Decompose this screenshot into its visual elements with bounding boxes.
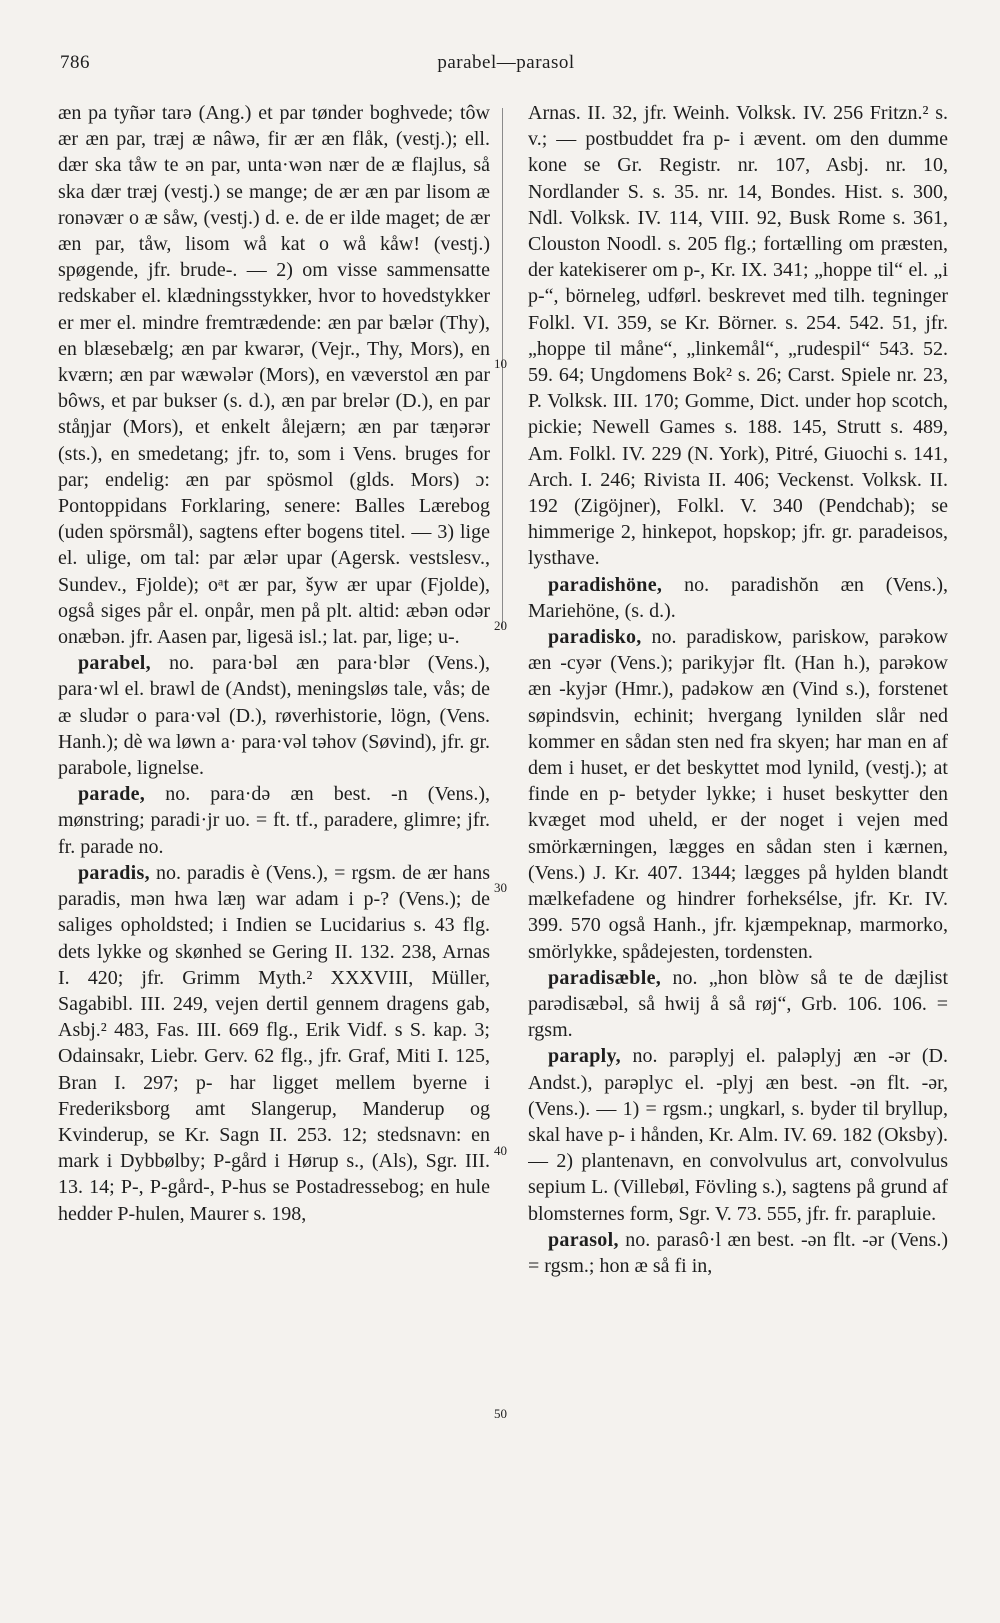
line-marker-30: 30	[494, 880, 507, 895]
entry-paradishone-body: no. paradishŏn æn (Vens.), Mariehöne, (s. d.).	[528, 573, 948, 622]
headword-parasol: parasol,	[548, 1228, 619, 1251]
entry-parabel-body: no. para·bəl æn para·blər (Vens.), para·wl el. brawl de (Andst), meningsløs tale, vås; de æ sludər o para·vəl (D.), røverhistorie, lögn, (Vens. Hanh.); dè wa løwn a· para·vəl təhov (Søvind), jfr. gr. parabole, lignelse.	[58, 652, 490, 780]
headword-paraply: paraply,	[548, 1045, 621, 1068]
entry-paradisaeble-body: no. „hon blòw så te de dæjlist parədisæbəl, så hwij å så røj“, Grb. 106. 106. = rgsm.	[528, 966, 948, 1042]
left-column	[58, 100, 490, 1580]
entry-parabel	[58, 650, 490, 781]
headword-paradis: paradis,	[78, 861, 150, 884]
right-column	[528, 100, 948, 1580]
headword-parabel: parabel,	[78, 652, 151, 675]
entry-parasol-body: no. parasô·l æn best. -ən flt. -ər (Vens.) = rgsm.; hon æ så fi in,	[528, 1228, 948, 1277]
entry-paradisaeble	[528, 965, 948, 1044]
entry-parade	[58, 781, 490, 860]
page-header	[56, 46, 956, 80]
entry-paradis-continuation: Arnas. II. 32, jfr. Weinh. Volksk. IV. 256 Fritzn.² s. v.; — postbuddet fra p- i ævent. om den dumme kone se Gr. Registr. nr. 107, Asbj. nr. 10, Nordlander S. s. 35. nr. 14, Bondes. Hist. s. 300, Ndl. Volksk. IV. 114, VIII. 92, Busk Rome s. 361, Clouston Noodl. s. 205 flg.; fortælling om præsten, der katekiserer om p-, Kr. IX. 341; „hoppe til“ el. „i p-“, börneleg, udførl. beskrevet med tilh. tegninger Folkl. VI. 359, se Kr. Börner. s. 254. 542. 51, jfr. „hoppe til måne“, „linkemål“, „rudespil“ 543. 52. 59. 64; Ungdomens Bok² s. 26; Carst. Spiele nr. 23, P. Volksk. III. 170; Gomme, Dict. under hop scotch, pickie; Newell Games s. 188. 145, Strutt s. 489, Am. Folkl. IV. 229 (N. York), Pitré, Giuochi s. 141, Arch. I. 246; Rivista II. 406; Veckenst. Volksk. II. 192 (Zigöjner), Folkl. V. 340 (Pendchab); se himmerige 2, hinkepot, hopskop; jfr. gr. paradeisos, lysthave.	[528, 102, 948, 570]
entry-paradis-body: no. paradis è (Vens.), = rgsm. de ær hans paradis, mən hwa læŋ war adam i p-? (Vens.); de saliges opholdsted; i Indien se Lucidarius s. 43 flg. dets lykke og skønhed se Gering II. 132. 238, Arnas I. 420; jfr. Grimm Myth.² XXXVIII, Müller, Sagabibl. III. 249, vejen dertil gennem dragens gab, Asbj.² 483, Fas. III. 669 flg., Erik Vidf. s S. kap. 3; Odainsakr, Liebr. Gerv. 62 flg., jfr. Graf, Miti I. 125, Bran I. 297; p- har ligget mellem byerne i Frederiksborg amt Slangerup, Manderup og Kvinderup, se Kr. Sagn II. 253. 12; stedsnavn: en mark i Dybbølby; P-gård i Hørup s., (Als), Sgr. III. 13. 14; P-, P-gård-, P-hus se Postadressebog; en hule hedder P-hulen, Maurer s. 198,	[58, 861, 490, 1225]
running-title: parabel—parasol	[437, 52, 575, 73]
line-marker-20: 20	[494, 618, 507, 633]
headword-paradisaeble: paradisæble,	[548, 966, 662, 989]
headword-paradisko: paradisko,	[548, 626, 642, 649]
line-marker-40: 40	[494, 1143, 507, 1158]
entry-paradisko	[528, 624, 948, 965]
entry-paradishone	[528, 572, 948, 624]
page-number: 786	[60, 52, 90, 73]
headword-paradishone: paradishöne,	[548, 573, 663, 596]
entry-paradis	[58, 860, 490, 1227]
headword-parade: parade,	[78, 783, 146, 806]
entry-paradisko-body: no. paradiskow, pariskow, parəkow æn -cyər (Vens.); parikyjər flt. (Han h.), parəkow æn -kyjər (Hmr.), padəkow æn (Vind s.), forstenet søpindsvin, echinit; hvergang lynilden slår ned kommer en sådan sten ned fra skyen; har man en af dem i huset, er det beskyttet mod lynild, (vestj.); at finde en p- betyder lykke; i huset beskytter den kvæget mod uheld, er der noget i vejen med smörkærningen, lægges en sådan sten i kærnen, (Vens.) J. Kr. 407. 1344; lægges på hylden blandt mælkefadene og hindrer forheksélse, jfr. Kr. IV. 399. 570 også Hanh., jfr. kjæmpeknap, marmorko, smörlykke, spådejesten, tordensten.	[528, 626, 948, 963]
entry-parade-body: no. para·də æn best. -n (Vens.), mønstring; paradi·jr uo. = ft. tf., paradere, glimre; jfr. fr. parade no.	[58, 783, 490, 858]
entry-par-continuation: æn pa tyñər tarə (Ang.) et par tønder boghvede; tôw ær æn par, træj æ nâwə, fir ær æn flåk, (vestj.); ell. dær ska tåw te ən par, unta·wən nær de æ flajlus, så ska dær træj (vestj.) se mange; de ær æn par lisom æ ronəvær o æ såw, (vestj.) d. e. de er ilde maget; de ær æn par, tåw, lisom wå kat o wå kåw! (vestj.) spøgende, jfr. brude-. — 2) om visse sammensatte redskaber el. klædningsstykker, hvor to hovedstykker er mer el. mindre fremtrædende: æn par bælər (Thy), en blæsebælg; æn par kwarər, (Vejr., Thy, Mors), en kværn; æn par wæwələr (Mors), en væverstol æn par bôws, et par bukser (s. d.), æn par brelər (D.), en par ståŋjar (Mors), et enkelt ålejærn; æn par tæŋərər (sts.), en smedetang; jfr. to, som i Vens. bruges for par; endelig: æn par spösmol (glds. Mors) ɔ: Pontoppidans Forklaring, senere: Balles Lærebog (uden spörsmål), sagtens efter bogens titel. — 3) lige el. ulige, om tal: par ælər upar (Agersk. vestslesv., Sundev., Fjolde); oᵃt ær par, šyw ær upar (Fjolde), også siges pår el. onpår, men på plt. altid: æbən odər onæbən. jfr. Aasen par, ligesä isl.; lat. par, lige; u-.	[58, 102, 490, 649]
line-marker-50: 50	[494, 1406, 507, 1421]
entry-paraply-body: no. parəplyj el. paləplyj æn -ər (D. Andst.), parəplyc el. -plyj æn best. -ən flt. -ər, (Vens.). — 1) = rgsm.; ungkarl, s. byder til bryllup, skal have p- i hånden, Kr. Alm. IV. 69. 182 (Oksby). — 2) plantenavn, en convolvulus art, convolvulus sepium L. (Villebøl, Fövling s.), sagtens på grund af blomsternes form, Sgr. V. 73. 555, jfr. fr. parapluie.	[528, 1045, 948, 1225]
line-marker-10: 10	[494, 356, 507, 371]
entry-parasol	[528, 1227, 948, 1279]
entry-paraply	[528, 1043, 948, 1226]
